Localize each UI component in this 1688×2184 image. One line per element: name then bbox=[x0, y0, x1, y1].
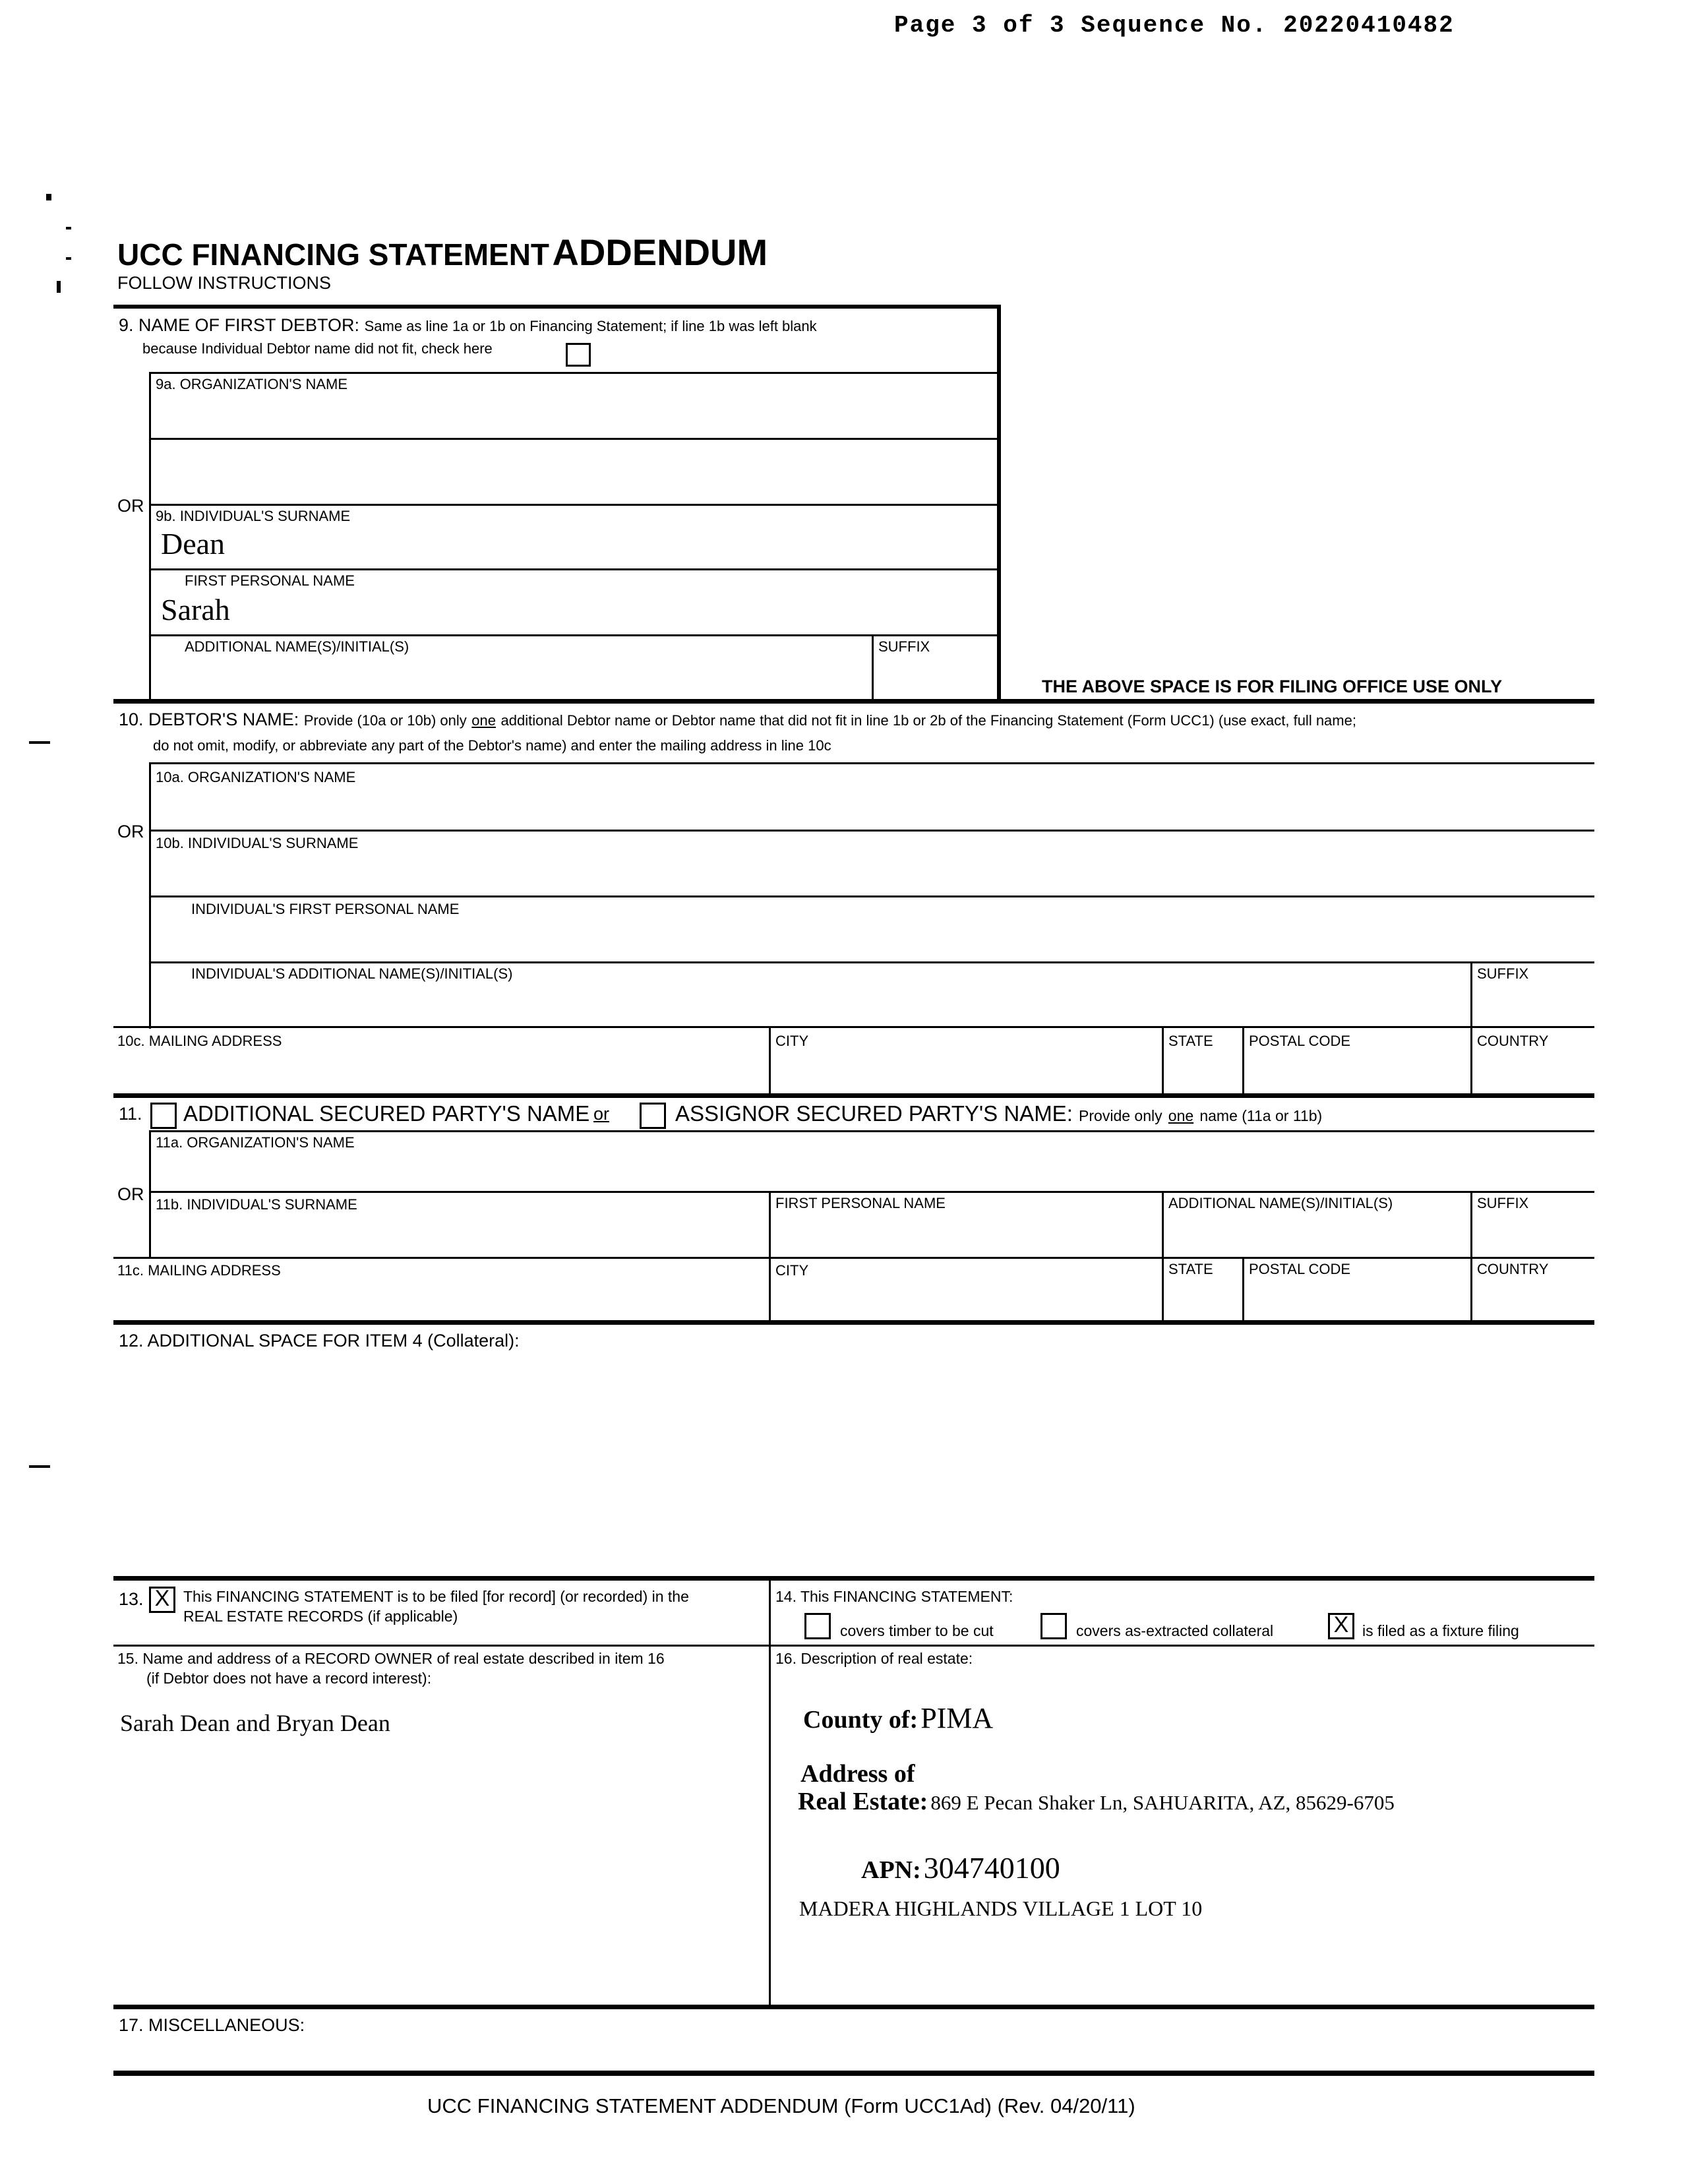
section13-text-line2: REAL ESTATE RECORDS (if applicable) bbox=[183, 1608, 458, 1625]
label-11-suffix: SUFFIX bbox=[1477, 1195, 1529, 1211]
rule bbox=[1242, 1026, 1244, 1095]
rule bbox=[149, 1130, 1594, 1132]
label-11-first-name: FIRST PERSONAL NAME bbox=[775, 1195, 946, 1211]
form-bottom-rule bbox=[113, 2071, 1594, 2076]
or-label-11: OR bbox=[117, 1184, 144, 1204]
county-label: County of: bbox=[803, 1706, 919, 1734]
rule bbox=[149, 504, 998, 506]
section10-title bbox=[119, 710, 1356, 730]
form-footer: UCC FINANCING STATEMENT ADDENDUM (Form UCC1Ad) (Rev. 04/20/11) bbox=[427, 2094, 1135, 2117]
section10-heading: 10. DEBTOR'S NAME: bbox=[119, 710, 299, 729]
section11-instructions-rest: name (11a or 11b) bbox=[1199, 1107, 1323, 1124]
label-10a-org-name: 10a. ORGANIZATION'S NAME bbox=[156, 769, 356, 785]
timber-label: covers timber to be cut bbox=[840, 1622, 994, 1639]
follow-instructions: FOLLOW INSTRUCTIONS bbox=[117, 273, 332, 293]
label-11c-mailing-address: 11c. MAILING ADDRESS bbox=[117, 1262, 281, 1279]
scan-mark bbox=[29, 1465, 50, 1468]
scan-mark bbox=[29, 741, 50, 744]
record-owner-value: Sarah Dean and Bryan Dean bbox=[120, 1710, 390, 1736]
county-value: PIMA bbox=[920, 1702, 994, 1734]
section15-title: 15. Name and address of a RECORD OWNER of real estate described in item 16 bbox=[117, 1650, 665, 1667]
label-11a-org-name: 11a. ORGANIZATION'S NAME bbox=[156, 1134, 355, 1151]
rule bbox=[149, 634, 998, 636]
county-line bbox=[803, 1701, 993, 1735]
section13-checkbox[interactable] bbox=[149, 1587, 175, 1613]
rule bbox=[1242, 1257, 1244, 1321]
assignor-secured-party-label: ASSIGNOR SECURED PARTY'S NAME: bbox=[675, 1101, 1073, 1126]
section9-instructions: Same as line 1a or 1b on Financing Statement; if line 1b was left blank bbox=[364, 318, 817, 334]
section9-checkbox[interactable] bbox=[566, 343, 591, 367]
rule bbox=[149, 1191, 1594, 1193]
as-extracted-checkbox[interactable] bbox=[1040, 1613, 1067, 1639]
fixture-check-mark: X bbox=[1333, 1612, 1349, 1637]
rule bbox=[769, 1257, 771, 1321]
label-10c-mailing-address: 10c. MAILING ADDRESS bbox=[117, 1033, 282, 1049]
rule bbox=[1162, 1191, 1164, 1259]
rule bbox=[1470, 1191, 1472, 1259]
scan-mark bbox=[46, 194, 51, 200]
title-text: UCC FINANCING STATEMENT bbox=[117, 237, 550, 272]
section12-title: 12. ADDITIONAL SPACE FOR ITEM 4 (Collateral): bbox=[119, 1331, 520, 1350]
section11-assignor bbox=[675, 1101, 1322, 1126]
page-sequence-header: Page 3 of 3 Sequence No. 20220410482 bbox=[894, 12, 1455, 39]
timber-checkbox[interactable] bbox=[804, 1613, 831, 1639]
rule bbox=[149, 895, 1594, 897]
rule bbox=[149, 372, 151, 700]
rule bbox=[149, 568, 998, 570]
filing-office-note: THE ABOVE SPACE IS FOR FILING OFFICE USE ONLY bbox=[1042, 677, 1503, 696]
apn-value: 304740100 bbox=[923, 1851, 1060, 1885]
rule bbox=[1470, 1257, 1472, 1321]
label-10b-surname: 10b. INDIVIDUAL'S SURNAME bbox=[156, 835, 359, 851]
label-9a-org-name: 9a. ORGANIZATION'S NAME bbox=[156, 376, 348, 392]
rule bbox=[149, 762, 1594, 764]
apn-label: APN: bbox=[861, 1856, 921, 1884]
label-11c-postal-code: POSTAL CODE bbox=[1249, 1261, 1351, 1277]
label-9b-surname: 9b. INDIVIDUAL'S SURNAME bbox=[156, 508, 351, 524]
label-9-additional-names: ADDITIONAL NAME(S)/INITIAL(S) bbox=[185, 638, 409, 655]
rule bbox=[113, 1026, 1594, 1028]
section11-or: or bbox=[593, 1104, 610, 1124]
section14-title: 14. This FINANCING STATEMENT: bbox=[775, 1588, 1013, 1605]
debtor-first-name-value: Sarah bbox=[161, 593, 230, 626]
rule bbox=[149, 961, 1594, 963]
rule bbox=[149, 830, 1594, 832]
label-10c-country: COUNTRY bbox=[1477, 1033, 1549, 1049]
label-10-additional-names: INDIVIDUAL'S ADDITIONAL NAME(S)/INITIAL(S) bbox=[191, 965, 513, 982]
section9-right-border bbox=[997, 305, 1001, 700]
label-10-suffix: SUFFIX bbox=[1477, 965, 1529, 982]
section17-title: 17. MISCELLANEOUS: bbox=[119, 2015, 305, 2035]
label-9-suffix: SUFFIX bbox=[878, 638, 930, 655]
rule bbox=[1162, 1026, 1164, 1095]
section-divider-vertical bbox=[769, 1576, 771, 2006]
section11-top-rule bbox=[113, 1093, 1594, 1098]
or-label-10: OR bbox=[117, 822, 144, 841]
label-10c-postal-code: POSTAL CODE bbox=[1249, 1033, 1351, 1049]
label-11c-state: STATE bbox=[1168, 1261, 1213, 1277]
section15-subtitle: (if Debtor does not have a record interest): bbox=[146, 1670, 432, 1687]
rule bbox=[113, 1645, 1594, 1647]
section13-check-mark: X bbox=[154, 1586, 170, 1611]
section12-top-rule bbox=[113, 1320, 1594, 1325]
section10-instructions-line2: do not omit, modify, or abbreviate any part of the Debtor's name) and enter the mailing address in line 10c bbox=[153, 737, 831, 754]
debtor-surname-value: Dean bbox=[161, 527, 226, 561]
section11-one: one bbox=[1168, 1107, 1194, 1124]
section9-title bbox=[119, 315, 817, 336]
label-9-first-name: FIRST PERSONAL NAME bbox=[185, 572, 355, 589]
scan-mark bbox=[66, 227, 71, 229]
rule bbox=[149, 1130, 151, 1258]
section10-instructions-rest: additional Debtor name or Debtor name that did not fit in line 1b or 2b of the Financing Statement (Form UCC1) (use exact, full name; bbox=[500, 712, 1356, 729]
section17-top-rule bbox=[113, 2005, 1594, 2009]
label-11b-surname: 11b. INDIVIDUAL'S SURNAME bbox=[156, 1196, 357, 1213]
as-extracted-label: covers as-extracted collateral bbox=[1076, 1622, 1274, 1639]
rule bbox=[149, 438, 998, 440]
section9-heading: 9. NAME OF FIRST DEBTOR: bbox=[119, 315, 360, 335]
fixture-filing-checkbox[interactable] bbox=[1328, 1613, 1354, 1639]
title-addendum: ADDENDUM bbox=[552, 231, 768, 273]
rule bbox=[872, 634, 874, 700]
label-11c-country: COUNTRY bbox=[1477, 1261, 1549, 1277]
assignor-secured-party-checkbox[interactable] bbox=[640, 1103, 666, 1129]
section13-top-rule bbox=[113, 1576, 1594, 1581]
section13-text-line1: This FINANCING STATEMENT is to be filed [for record] (or recorded) in the bbox=[183, 1588, 689, 1605]
label-10c-city: CITY bbox=[775, 1033, 809, 1049]
form-title bbox=[117, 231, 768, 274]
address-label-line1: Address of bbox=[800, 1760, 915, 1788]
section11-instructions: Provide only bbox=[1079, 1107, 1162, 1124]
label-10-first-name: INDIVIDUAL'S FIRST PERSONAL NAME bbox=[191, 901, 460, 917]
scan-mark bbox=[57, 281, 61, 293]
rule bbox=[149, 372, 998, 374]
label-10c-state: STATE bbox=[1168, 1033, 1213, 1049]
section10-one: one bbox=[471, 712, 497, 729]
or-label-9: OR bbox=[117, 496, 144, 516]
additional-secured-party-checkbox[interactable] bbox=[150, 1103, 177, 1129]
rule bbox=[1470, 961, 1472, 1027]
additional-secured-party-label: ADDITIONAL SECURED PARTY'S NAME bbox=[183, 1101, 590, 1126]
real-estate-address-value: 869 E Pecan Shaker Ln, SAHUARITA, AZ, 85629-6705 bbox=[930, 1791, 1395, 1814]
rule bbox=[113, 1257, 1594, 1259]
address-line bbox=[798, 1787, 1395, 1816]
section11-number: 11. bbox=[119, 1104, 142, 1124]
address-label-line2: Real Estate: bbox=[798, 1788, 928, 1815]
label-11-additional-names: ADDITIONAL NAME(S)/INITIAL(S) bbox=[1168, 1195, 1393, 1211]
apn-line bbox=[861, 1850, 1060, 1885]
section13-number: 13. bbox=[119, 1589, 144, 1609]
legal-description-value: MADERA HIGHLANDS VILLAGE 1 LOT 10 bbox=[799, 1896, 1203, 1920]
scan-mark bbox=[66, 257, 71, 260]
fixture-filing-label: is filed as a fixture filing bbox=[1362, 1622, 1519, 1639]
rule bbox=[769, 1191, 771, 1259]
rule bbox=[1470, 1026, 1472, 1095]
section16-title: 16. Description of real estate: bbox=[775, 1650, 973, 1667]
section9-top-rule bbox=[113, 305, 1001, 309]
section10-instructions: Provide (10a or 10b) only bbox=[303, 712, 467, 729]
rule bbox=[1162, 1257, 1164, 1321]
rule bbox=[769, 1026, 771, 1095]
section10-top-rule bbox=[113, 699, 1594, 704]
label-11c-city: CITY bbox=[775, 1262, 809, 1279]
section9-instructions-line2: because Individual Debtor name did not fit, check here bbox=[142, 340, 493, 357]
